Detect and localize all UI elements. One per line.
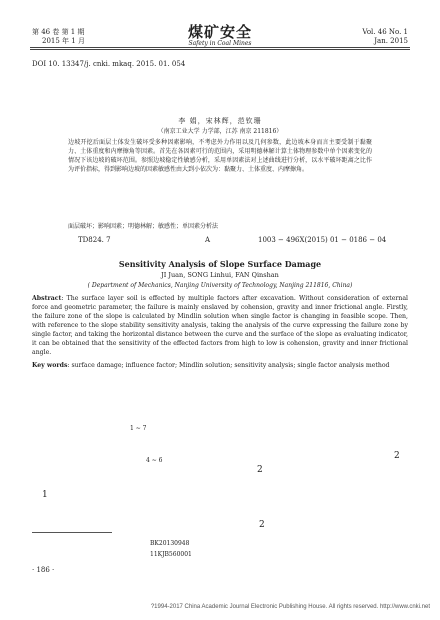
fragment-ref-1: 1 ~ 7 <box>130 425 147 432</box>
footnote-rule <box>32 532 112 533</box>
grant-number-1: BK20130948 <box>150 540 190 547</box>
header-volume-cn: 第 46 卷 第 1 期 <box>32 28 85 36</box>
document-code: A <box>205 236 211 244</box>
masthead-title-cn: 煤矿安全 <box>187 23 252 41</box>
fragment-num-c: 1 <box>42 490 48 500</box>
authors-en: JI Juan, SONG Linhui, FAN Qinshan <box>161 271 279 279</box>
fragment-ref-2: 4 ~ 6 <box>146 457 163 464</box>
copyright-footer: ?1994-2017 China Academic Journal Electronic Publishing House. All rights reserved. http://www.cnki.net <box>150 604 430 610</box>
header-issue-info <box>32 28 152 46</box>
abstract-en <box>32 294 408 357</box>
keywords-cn: 面层破坏；影响因素；明德林解；敏感性；单因素分析法 <box>68 223 219 230</box>
affiliation-cn: （南京工业大学 力学部，江苏 南京 211816） <box>157 128 283 135</box>
header-volume-en: Vol. 46 No. 1 <box>362 28 408 36</box>
fragment-num-b: 2 <box>257 465 263 475</box>
header-volume-info <box>288 28 408 46</box>
abstract-text: : The surface layer soil is effected by multiple factors after excavation. Without consideration of external force and geometric parameter, the failure is mainly enslaved by cohension, gravity and inner frictional angle. Firstly, the failure zone of the slope is calculated by Mindlin solution when single factor is changing in feasible scope. Then, with reference to the slope stability sensitivity analysis, taking the analysis of the curve expressing the failure zone by single factor, and taking the horizontal distance between the curve and the surface of the slope as evaluating indicator, it can be obtained that the sensitivity of the effected factors from high to low is cohension, gravity and inner frictional angle. <box>32 295 408 356</box>
abstract-cn: 边坡开挖后面层土体发生破坏受多种因素影响，不考虑外力作用以及几何参数，此边坡本身而言主要受制于黏聚力、土体重度和内摩擦角等因素。首先在各因素可行的范围内，采用明德林解计算土体物理参数中单个因素变化的情况下该边坡的破坏范围。参照边坡稳定性敏感分析，采用单因素法对上述曲线进行分析，以水平破坏距离之比作为评价指标，得到影响边坡的因素敏感性由大到小依次为：黏聚力、土体重度、内摩擦角。 <box>68 139 372 173</box>
journal-masthead <box>150 24 290 48</box>
fragment-num-d: 2 <box>259 520 265 530</box>
fragment-num-a: 2 <box>394 451 400 461</box>
keywords-text: : surface damage; influence factor; Mindlin solution; sensitivity analysis; single factor analysis method <box>67 362 390 369</box>
header-rule-thin <box>30 49 410 50</box>
masthead-title-en: Safety in Coal Mines <box>188 40 252 47</box>
header-rule <box>30 47 410 48</box>
keywords-en <box>32 361 408 370</box>
authors-cn: 李 娟，宋林辉，范钦珊 <box>178 117 262 125</box>
article-number: 1003 − 496X(2015) 01 − 0186 − 04 <box>258 236 387 244</box>
header-date-cn: 2015 年 1 月 <box>42 37 85 45</box>
clc-number: TD824. 7 <box>78 236 111 244</box>
abstract-label: Abstract <box>32 295 62 302</box>
title-en: Sensitivity Analysis of Slope Surface Damage <box>118 259 322 269</box>
header-date-en: Jan. 2015 <box>374 37 408 45</box>
page-number: · 186 · <box>32 566 55 574</box>
keywords-label: Key words <box>32 362 68 369</box>
affiliation-en: ( Department of Mechanics, Nanjing University of Technology, Nanjing 211816, China) <box>87 282 353 289</box>
grant-number-2: 11KJB560001 <box>150 551 192 558</box>
doi-line: DOI 10. 13347/j. cnki. mkaq. 2015. 01. 054 <box>32 60 186 68</box>
